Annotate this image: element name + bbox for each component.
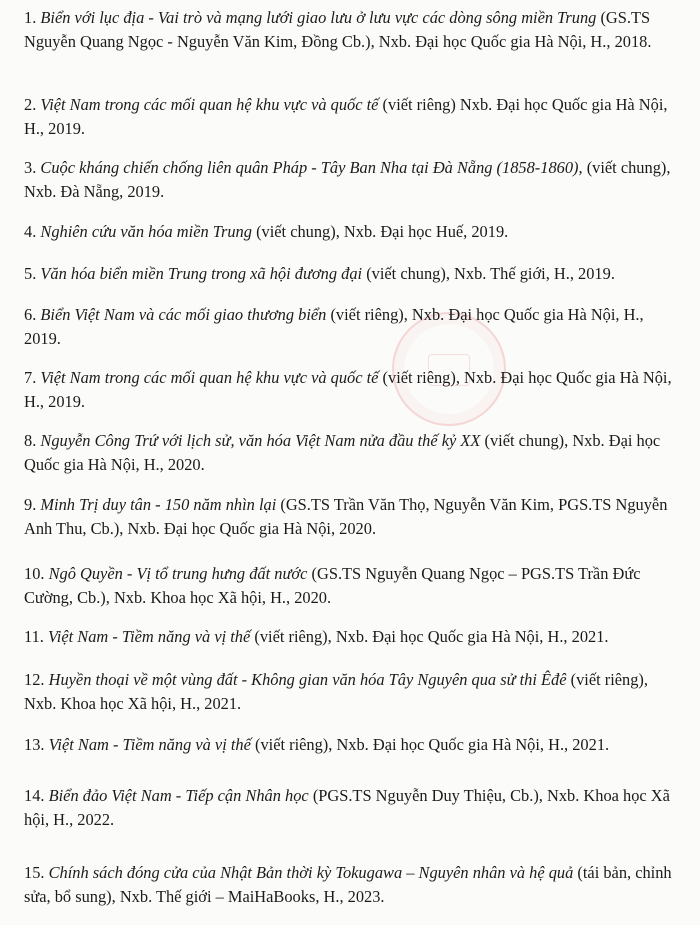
bibliography-entry — [24, 562, 676, 609]
bibliography-entry — [24, 784, 676, 831]
entry-number: 15. — [24, 863, 45, 882]
entry-details: (tái bản, chỉnh sửa, bổ sung), Nxb. Thế giới – MaiHaBooks, H., 2023. — [24, 863, 672, 906]
entry-number: 1. — [24, 8, 37, 27]
entry-number: 10. — [24, 564, 45, 583]
bibliography-entry — [24, 733, 676, 757]
entry-title: Biển Việt Nam và các mối giao thương biển — [40, 305, 327, 324]
entry-title: Cuộc kháng chiến chống liên quân Pháp - Tây Ban Nha tại Đà Nẵng (1858-1860), — [40, 158, 583, 177]
entry-title: Biển với lục địa - Vai trò và mạng lưới giao lưu ở lưu vực các dòng sông miền Trung — [40, 8, 597, 27]
entry-title: Huyền thoại về một vùng đất - Không gian văn hóa Tây Nguyên qua sử thi Êđê — [48, 670, 567, 689]
bibliography-entry — [24, 429, 676, 476]
entry-details: (viết riêng), Nxb. Đại học Quốc gia Hà Nội, H., 2021. — [254, 735, 610, 754]
entry-title: Việt Nam trong các mối quan hệ khu vực và quốc tế — [40, 368, 379, 387]
entry-details: (GS.TS Nguyễn Quang Ngọc – PGS.TS Trần Đức Cường, Cb.), Nxb. Khoa học Xã hội, H., 2020. — [24, 564, 641, 607]
entry-details: (viết riêng), Nxb. Đại học Quốc gia Hà Nội, H., 2019. — [24, 305, 644, 348]
bibliography-entry — [24, 625, 676, 649]
entry-details: (GS.TS Trần Văn Thọ, Nguyễn Văn Kim, PGS.TS Nguyễn Anh Thu, Cb.), Nxb. Đại học Quốc gia Hà Nội, 2020. — [24, 495, 668, 538]
entry-title: Chính sách đóng cửa của Nhật Bản thời kỳ Tokugawa – Nguyên nhân và hệ quả — [48, 863, 574, 882]
entry-number: 5. — [24, 264, 37, 283]
entry-number: 2. — [24, 95, 37, 114]
entry-title: Việt Nam - Tiềm năng và vị thế — [48, 627, 251, 646]
entry-details: (viết chung), Nxb. Thế giới, H., 2019. — [366, 264, 615, 283]
entry-title: Việt Nam trong các mối quan hệ khu vực và quốc tế — [40, 95, 379, 114]
entry-number: 12. — [24, 670, 45, 689]
bibliography-entry — [24, 220, 676, 244]
entry-number: 13. — [24, 735, 45, 754]
entry-title: Ngô Quyền - Vị tổ trung hưng đất nước — [48, 564, 308, 583]
bibliography-entry — [24, 366, 676, 413]
bibliography-entry — [24, 93, 676, 140]
entry-number: 11. — [24, 627, 44, 646]
entry-number: 4. — [24, 222, 37, 241]
entry-title: Việt Nam - Tiềm năng và vị thế — [48, 735, 251, 754]
entry-number: 8. — [24, 431, 37, 450]
bibliography-entry — [24, 493, 676, 540]
entry-details: (viết chung), Nxb. Đại học Huế, 2019. — [256, 222, 509, 241]
bibliography-entry — [24, 668, 676, 715]
entry-title: Biển đảo Việt Nam - Tiếp cận Nhân học — [48, 786, 309, 805]
entry-details: (viết riêng) Nxb. Đại học Quốc gia Hà Nội, H., 2019. — [24, 95, 668, 138]
entry-number: 9. — [24, 495, 37, 514]
entry-details: (viết chung), Nxb. Đại học Quốc gia Hà Nội, H., 2020. — [24, 431, 661, 474]
entry-details: (viết chung), Nxb. Đà Nẵng, 2019. — [24, 158, 671, 201]
entry-details: (GS.TS Nguyễn Quang Ngọc - Nguyễn Văn Kim, Đồng Cb.), Nxb. Đại học Quốc gia Hà Nội, H., 2018. — [24, 8, 652, 51]
entry-details: (viết riêng), Nxb. Đại học Quốc gia Hà Nội, H., 2019. — [24, 368, 672, 411]
bibliography-entry — [24, 262, 676, 286]
entry-title: Nguyễn Công Trứ với lịch sử, văn hóa Việt Nam nửa đầu thế kỷ XX — [40, 431, 481, 450]
entry-title: Văn hóa biển miền Trung trong xã hội đương đại — [40, 264, 363, 283]
entry-title: Nghiên cứu văn hóa miền Trung — [40, 222, 252, 241]
entry-details: (viết riêng), Nxb. Đại học Quốc gia Hà Nội, H., 2021. — [254, 627, 609, 646]
entry-details: (viết riêng), Nxb. Khoa học Xã hội, H., 2021. — [24, 670, 648, 713]
bibliography-entry — [24, 6, 676, 53]
entry-number: 3. — [24, 158, 37, 177]
entry-number: 6. — [24, 305, 37, 324]
bibliography-entry — [24, 156, 676, 203]
entry-details: (PGS.TS Nguyễn Duy Thiệu, Cb.), Nxb. Khoa học Xã hội, H., 2022. — [24, 786, 670, 829]
entry-title: Minh Trị duy tân - 150 năm nhìn lại — [40, 495, 277, 514]
entry-number: 7. — [24, 368, 37, 387]
entry-number: 14. — [24, 786, 45, 805]
bibliography-entry — [24, 303, 676, 350]
bibliography-entry — [24, 861, 676, 908]
